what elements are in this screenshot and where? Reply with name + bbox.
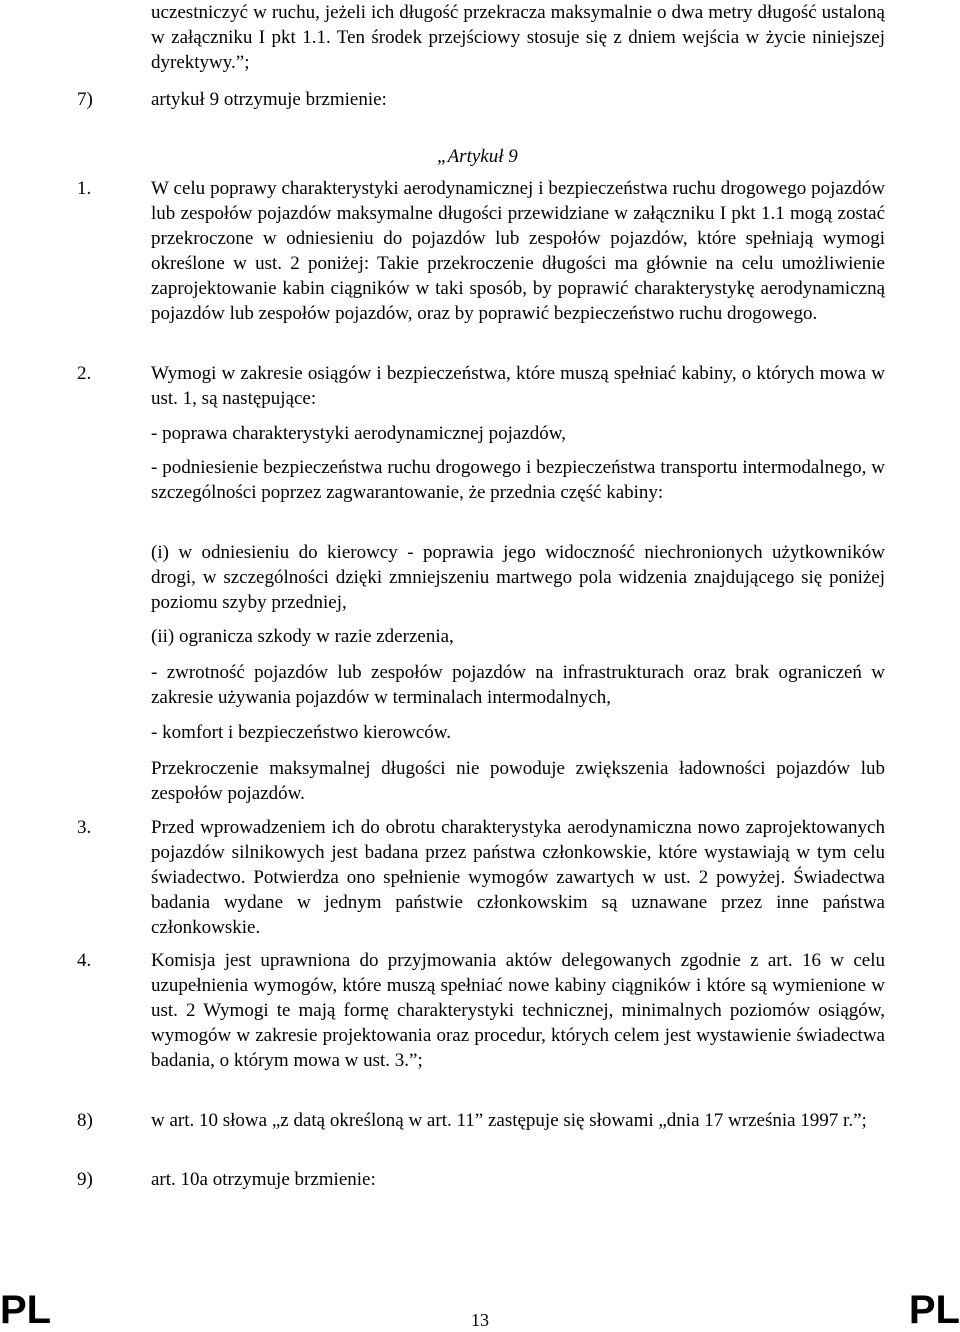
item-7-text: artykuł 9 otrzymuje brzmienie: [151,89,387,110]
para-2-closing: Przekroczenie maksymalnej długości nie powoduje zwiększenia ładowności pojazdów lub zespołów pojazdów. [151,758,885,804]
para-3-text: Przed wprowadzeniem ich do obrotu charakterystyka aerodynamiczna nowo zaprojektowanych pojazdów silnikowych jest badana przez państwa członkowskie, które wystawiają w tym celu świadectwo. Potwierdza ono spełnienie wymogów zawartych w ust. 2 powyżej. Świadectwa badania wydane w jednym państwie członkowskim są uznawane przez inne państwa członkowskie. [151,817,885,938]
para-4-text: Komisja jest uprawniona do przyjmowania aktów delegowanych zgodnie z art. 16 w celu uzupełnienia wymogów, które muszą spełniać nowe kabiny ciągników i które są wymienione w ust. 2 Wymogi te mają formę charakterystyki technicznej, minimalnych poziomów osiągów, wymogów w zakresie projektowania oraz procedur, których celem jest wystawienie świadectwa badania, o którym mowa w ust. 3.”; [151,950,885,1071]
para-3-number: 3. [77,817,92,838]
article-heading: „Artykuł 9 [437,146,518,167]
para-2-number: 2. [77,363,92,384]
para-1-number: 1. [77,178,92,199]
para-2-sub-ii: (ii) ogranicza szkody w razie zderzenia, [151,626,454,647]
para-1-text: W celu poprawy charakterystyki aerodynamicznej i bezpieczeństwa ruchu drogowego pojazdów lub zespołów pojazdów maksymalne długości przewidziane w załączniku I pkt 1.1 mogą zostać przekroczone w odniesieniu do pojazdów lub zespołów pojazdów, które spełniają wymogi określone w ust. 2 poniżej: Takie przekroczenie długości ma głównie na celu umożliwienie zaprojektowanie kabin ciągników w taki sposób, by poprawić charakterystykę aerodynamiczną pojazdów lub zespołów pojazdów, oraz by poprawić bezpieczeństwo ruchu drogowego. [151,178,885,324]
para-2-sub-i: (i) w odniesieniu do kierowcy - poprawia jego widoczność niechronionych użytkowników drogi, w szczególności dzięki zmniejszeniu martwego pola widzenia znajdującego się poniżej poziomu szyby przedniej, [151,542,885,613]
para-2-intro: Wymogi w zakresie osiągów i bezpieczeństwa, które muszą spełniać kabiny, o których mowa w ust. 1, są następujące: [151,363,885,409]
footer-language-code-left: PL [0,1288,52,1332]
item-9-number: 9) [77,1169,93,1190]
item-7-number: 7) [77,89,93,110]
continuation-text: uczestniczyć w ruchu, jeżeli ich długość przekracza maksymalnie o dwa metry długość ustaloną w załączniku I pkt 1.1. Ten środek przejściowy stosuje się z dniem wejścia w życie niniejszej dyrektywy.”; [151,2,885,73]
para-4-number: 4. [77,950,92,971]
para-2-bullet-aerodynamics: - poprawa charakterystyki aerodynamicznej pojazdów, [151,423,567,444]
item-8-number: 8) [77,1110,93,1131]
item-9-text: art. 10a otrzymuje brzmienie: [151,1169,376,1190]
para-2-bullet-comfort: - komfort i bezpieczeństwo kierowców. [151,722,452,743]
page-number: 13 [471,1310,489,1330]
item-8-text: w art. 10 słowa „z datą określoną w art. 11” zastępuje się słowami „dnia 17 września 1997 r.”; [151,1110,867,1131]
para-2-bullet-manoeuvrability: - zwrotność pojazdów lub zespołów pojazdów na infrastrukturach oraz brak ograniczeń w zakresie używania pojazdów w terminalach intermodalnych, [151,662,885,708]
footer-language-code-right: PL [908,1288,960,1332]
para-2-bullet-safety: - podniesienie bezpieczeństwa ruchu drogowego i bezpieczeństwa transportu intermodalnego, w szczególności poprzez zagwarantowanie, że przednia część kabiny: [151,457,885,503]
